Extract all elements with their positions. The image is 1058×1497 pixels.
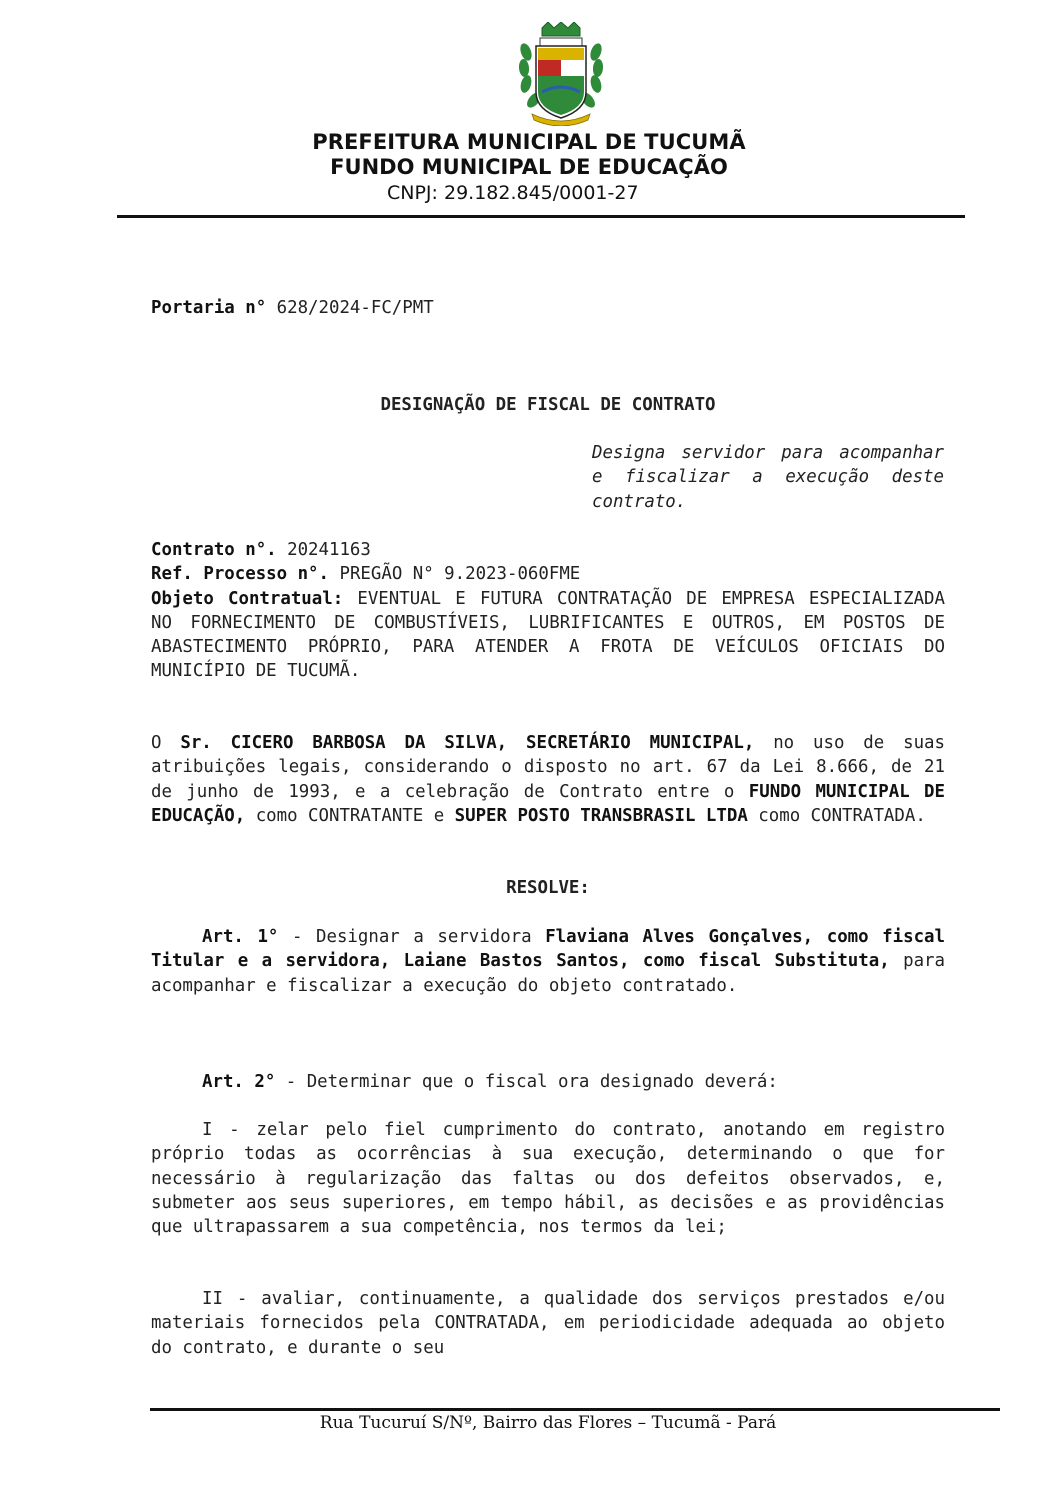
portaria-label: Portaria n° bbox=[151, 298, 267, 318]
preamble-paragraph bbox=[151, 731, 945, 828]
header-institution: PREFEITURA MUNICIPAL DE TUCUMÃ bbox=[312, 130, 746, 154]
contract-details bbox=[151, 538, 945, 684]
secretary-name: Sr. CICERO BARBOSA DA SILVA, SECRETÁRIO MUNICIPAL, bbox=[180, 733, 755, 753]
footer-divider bbox=[150, 1408, 1000, 1411]
process-label: Ref. Processo n°. bbox=[151, 564, 329, 585]
header-fund: FUNDO MUNICIPAL DE EDUCAÇÃO bbox=[330, 155, 728, 179]
preamble-text-3: como CONTRATANTE e bbox=[245, 805, 455, 826]
object-value: EVENTUAL E FUTURA CONTRATAÇÃO DE EMPRESA ESPECIALIZADA NO FORNECIMENTO DE COMBUSTÍVEIS, LUBRIFICANTES E OUTROS, EM POSTOS DE ABASTECIMENTO PRÓPRIO, PARA ATENDER A FROTA DE VEÍCULOS OFICIAIS DO MUNICÍPIO DE TUCUMÃ. bbox=[151, 588, 945, 682]
document-title: DESIGNAÇÃO DE FISCAL DE CONTRATO bbox=[380, 395, 716, 415]
process-value: PREGÃO N° 9.2023-060FME bbox=[329, 564, 581, 585]
preamble-text-4: como CONTRATADA. bbox=[747, 805, 926, 826]
resolve-heading: RESOLVE: bbox=[506, 878, 590, 898]
preamble-text-1: O bbox=[151, 733, 181, 753]
article-1 bbox=[151, 925, 945, 998]
inciso-1: I - zelar pelo fiel cumprimento do contrato, anotando em registro próprio todas as ocorrências à sua execução, determinando o que for necessário à regularização das faltas ou dos defeitos observados, e, submeter aos seus superiores, em tempo hábil, as decisões e as providências que ultrapassarem a sua competência, nos termos da lei; bbox=[151, 1120, 945, 1238]
article-1-designees: Flaviana Alves Gonçalves, como fiscal Titular e a servidora, Laiane Bastos Santos, como fiscal Substituta, bbox=[151, 927, 946, 972]
object-label: Objeto Contratual: bbox=[151, 588, 344, 609]
article-2 bbox=[151, 1070, 945, 1094]
article-2-text: - Determinar que o fiscal ora designado deverá: bbox=[275, 1072, 778, 1092]
inciso-2: II - avaliar, continuamente, a qualidade dos serviços prestados e/ou materiais fornecidos pela CONTRATADA, em periodicidade adequada ao objeto do contrato, e durante o seu bbox=[151, 1289, 945, 1358]
portaria-number bbox=[151, 296, 945, 320]
contracted-party: SUPER POSTO TRANSBRASIL LTDA bbox=[454, 805, 748, 826]
coat-of-arms-icon bbox=[518, 22, 604, 126]
contract-number-value: 20241163 bbox=[276, 540, 371, 560]
article-2-label: Art. 2° bbox=[202, 1072, 276, 1092]
contract-number bbox=[151, 538, 945, 562]
preamble-text-2: no uso de suas atribuições legais, considerando o disposto no art. 67 da Lei 8.666, de 21 de junho de 1993, e a celebração de Contrato entre o bbox=[151, 733, 945, 802]
header-divider bbox=[117, 215, 965, 218]
article-1-text-1: - Designar a servidora bbox=[278, 927, 546, 947]
article-1-label: Art. 1° bbox=[202, 927, 279, 947]
portaria-value: 628/2024-FC/PMT bbox=[266, 298, 434, 318]
ementa: Designa servidor para acompanhar e fiscalizar a execução deste contrato. bbox=[592, 443, 944, 512]
contracting-party: FUNDO MUNICIPAL DE EDUCAÇÃO, bbox=[151, 781, 945, 826]
article-1-text-2: para acompanhar e fiscalizar a execução do objeto contratado. bbox=[151, 951, 945, 996]
contract-object bbox=[151, 587, 945, 684]
contract-number-label: Contrato n°. bbox=[151, 540, 277, 560]
header-cnpj: CNPJ: 29.182.845/0001-27 bbox=[387, 182, 639, 204]
footer-address: Rua Tucuruí S/Nº, Bairro das Flores – Tucumã - Pará bbox=[319, 1413, 777, 1433]
process-reference bbox=[151, 562, 945, 586]
